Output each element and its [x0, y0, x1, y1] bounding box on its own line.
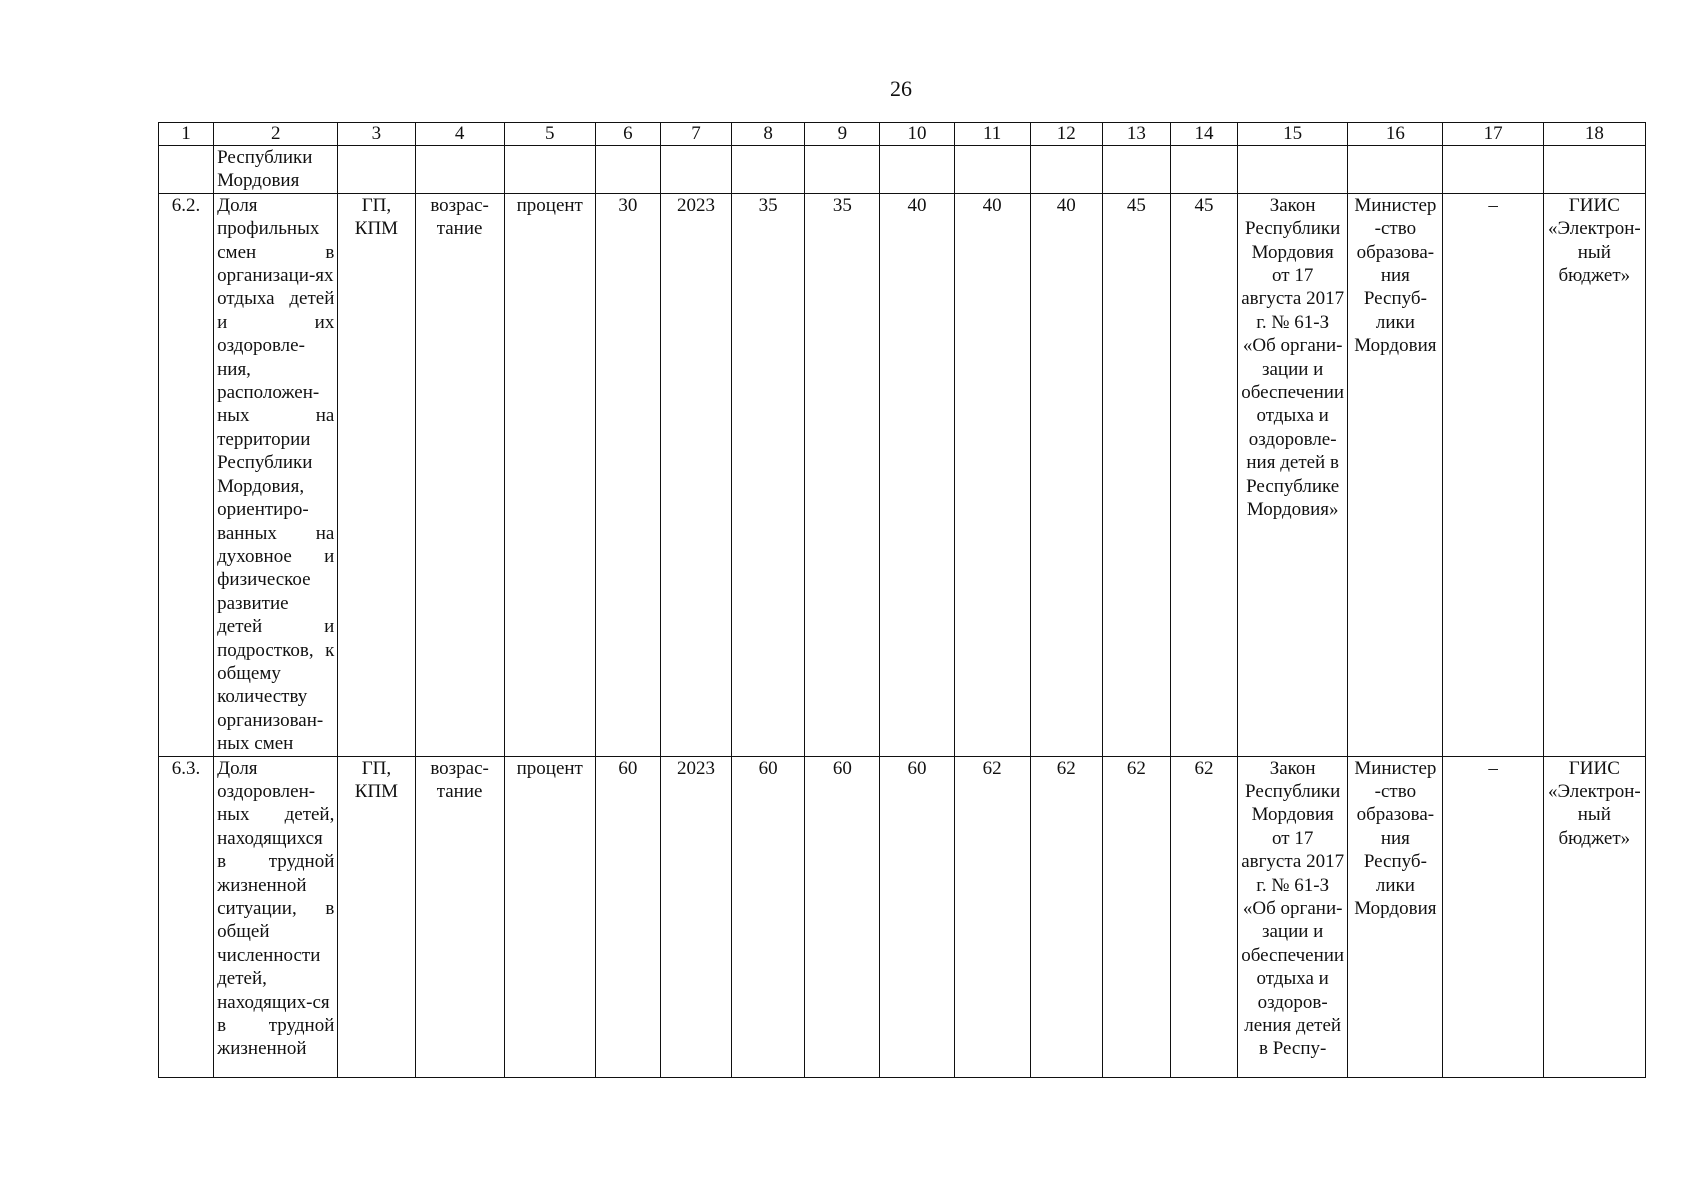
year-value: 45	[1170, 193, 1237, 756]
base-year: 2023	[660, 756, 731, 1077]
header-cell: 8	[732, 123, 805, 146]
indicators-table	[158, 122, 1646, 1078]
unit-of-measure: процент	[504, 756, 595, 1077]
header-cell: 4	[415, 123, 504, 146]
unit-of-measure: процент	[504, 193, 595, 756]
table-cell	[1348, 146, 1443, 194]
year-value: 62	[1170, 756, 1237, 1077]
base-value: 30	[595, 193, 660, 756]
year-value: 62	[1102, 756, 1170, 1077]
year-value: 35	[732, 193, 805, 756]
year-value: 62	[1030, 756, 1102, 1077]
year-value: 45	[1102, 193, 1170, 756]
header-cell: 18	[1543, 123, 1645, 146]
header-cell: 6	[595, 123, 660, 146]
indicator-name-continued: Республики Мордовия	[214, 146, 338, 194]
indicator-level: ГП, КПМ	[338, 756, 415, 1077]
year-value: 35	[805, 193, 880, 756]
column-17-value: –	[1443, 756, 1543, 1077]
table-cell	[954, 146, 1030, 194]
header-cell: 16	[1348, 123, 1443, 146]
table-cell	[660, 146, 731, 194]
header-cell: 14	[1170, 123, 1237, 146]
table-cell	[805, 146, 880, 194]
header-cell: 5	[504, 123, 595, 146]
table-cell	[415, 146, 504, 194]
header-cell: 12	[1030, 123, 1102, 146]
table-cell	[1170, 146, 1237, 194]
table-cell	[1238, 146, 1348, 194]
table-cell	[880, 146, 954, 194]
indicator-level: ГП, КПМ	[338, 193, 415, 756]
row-number: 6.3.	[159, 756, 214, 1077]
header-cell: 1	[159, 123, 214, 146]
legal-document: Закон Республики Мордовия от 17 августа 2017 г. № 61-З «Об органи-зации и обеспечении отдыха и оздоровле-ния детей в Республике Мордовия»	[1238, 193, 1348, 756]
indicator-trend: возрас-тание	[415, 756, 504, 1077]
year-value: 40	[1030, 193, 1102, 756]
header-cell: 17	[1443, 123, 1543, 146]
indicator-name: Доля профильных смен в организаци-ях отдыха детей и их оздоровле-ния, расположен-ных на территории Республики Мордовия, ориентиро-ванных на духовное и физическое развитие детей и подростков, к общему количеству организован-ных смен	[214, 193, 338, 756]
table-cell	[159, 146, 214, 194]
table-cell	[1030, 146, 1102, 194]
table-cell	[595, 146, 660, 194]
table-row-6-2	[159, 193, 1646, 756]
table-row-6-3	[159, 756, 1646, 1077]
header-cell: 3	[338, 123, 415, 146]
indicator-name: Доля оздоровлен-ных детей, находящихся в трудной жизненной ситуации, в общей численности детей, находящих-ся в трудной жизненной	[214, 756, 338, 1077]
legal-document: Закон Республики Мордовия от 17 августа 2017 г. № 61-З «Об органи-зации и обеспечении отдыха и оздоров-ления детей в Респу-	[1238, 756, 1348, 1077]
header-cell: 13	[1102, 123, 1170, 146]
year-value: 60	[732, 756, 805, 1077]
year-value: 62	[954, 756, 1030, 1077]
indicator-trend: возрас-тание	[415, 193, 504, 756]
table-header-row	[159, 123, 1646, 146]
header-cell: 9	[805, 123, 880, 146]
base-year: 2023	[660, 193, 731, 756]
responsible-body: Министер-ство образова-ния Респуб-лики Мордовия	[1348, 193, 1443, 756]
year-value: 40	[880, 193, 954, 756]
year-value: 40	[954, 193, 1030, 756]
table-cell	[732, 146, 805, 194]
column-17-value: –	[1443, 193, 1543, 756]
page-number: 26	[890, 76, 912, 101]
table-cell	[504, 146, 595, 194]
header-cell: 7	[660, 123, 731, 146]
header-cell: 15	[1238, 123, 1348, 146]
responsible-body: Министер-ство образова-ния Респуб-лики Мордовия	[1348, 756, 1443, 1077]
row-number: 6.2.	[159, 193, 214, 756]
header-cell: 2	[214, 123, 338, 146]
year-value: 60	[880, 756, 954, 1077]
year-value: 60	[805, 756, 880, 1077]
table-cell	[1443, 146, 1543, 194]
table-row-continued	[159, 146, 1646, 194]
base-value: 60	[595, 756, 660, 1077]
table-cell	[338, 146, 415, 194]
information-system: ГИИС «Электрон-ный бюджет»	[1543, 756, 1645, 1077]
header-cell: 11	[954, 123, 1030, 146]
information-system: ГИИС «Электрон-ный бюджет»	[1543, 193, 1645, 756]
table-cell	[1102, 146, 1170, 194]
table-cell	[1543, 146, 1645, 194]
header-cell: 10	[880, 123, 954, 146]
